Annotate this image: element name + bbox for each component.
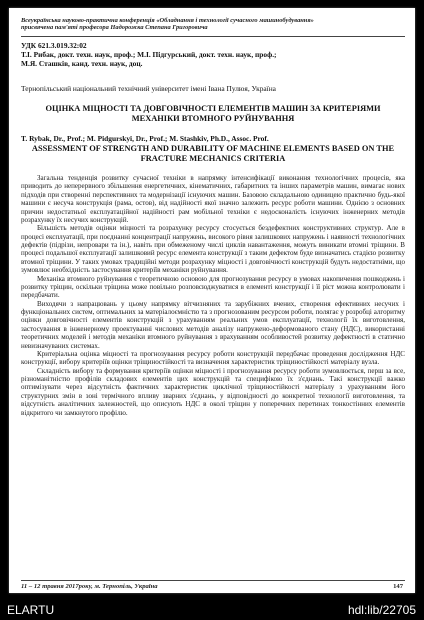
udc-code: УДК 621.3.019.32:02 bbox=[21, 41, 87, 50]
conference-line-1: Всеукраїнська науково-практична конференція «Обладнання і технології сучасного машинобудування» bbox=[21, 17, 314, 24]
authors-en: T. Rybak, Dr., Prof.; M. Pidgurskyi, Dr., Prof.; M. Stashkiv, Ph.D., Assoc. Prof. bbox=[21, 134, 269, 143]
paragraph: Механіка втомного руйнування є теоретичною основою для прогнозування ресурсу в умовах накопичення пошкоджень і розвитку тріщин, оскільки тріщина може повільно розповсюджуватися в елементі конструкції і її ріст можна контролювати і передбачати. bbox=[21, 274, 405, 300]
conference-line-2: присвячена пам'яті професора Надорожка Степана Григоровича bbox=[21, 24, 208, 32]
title-ua: ОЦІНКА МІЦНОСТІ ТА ДОВГОВІЧНОСТІ ЕЛЕМЕНТІВ МАШИН ЗА КРИТЕРІЯМИ МЕХАНІКИ ВТОМНОГО РУЙНУВАННЯ bbox=[45, 104, 381, 123]
header-divider bbox=[21, 36, 405, 37]
watermark-handle: hdl:lib/22705 bbox=[347, 603, 416, 617]
authors-ua bbox=[21, 51, 405, 68]
authors-ua-line-1: Т.І. Рибак, докт. техн. наук, проф.; М.І. Підгурський, докт. техн. наук, проф.; bbox=[21, 50, 277, 59]
paragraph: Складність вибору та формування критеріїв оцінки міцності і прогнозування ресурсу роботи зумовлюється, перш за все, різноманітністю профілів складових елементів цих конструкцій та специфікою їх з'єднань. Такі конструкції важко оптимізувати через відсутність фактичних характеристик циклічної тріщиностійкості матеріалу з урахуванням його структурних змін в зоні термічного впливу зварних з'єднань, у відповідності до конкретної технології виготовлення, та відсутність аналітичних залежностей, що описують НДС в околі тріщин у поперечних перетинах тонкостінних елементів відкритого чи замкнутого профілю. bbox=[21, 366, 405, 417]
article-body bbox=[21, 174, 405, 572]
page-number: 147 bbox=[393, 583, 403, 590]
title-en: ASSESSMENT OF STRENGTH AND DURABILITY OF MACHINE ELEMENTS BASED ON THE FRACTURE MECHANICS CRITERIA bbox=[31, 144, 395, 163]
affiliation: Тернопільський національний технічний університет імені Івана Пулюя, Україна bbox=[21, 84, 276, 93]
watermark-repository: ELARTU bbox=[7, 603, 55, 617]
footer-divider bbox=[21, 580, 405, 581]
conference-header bbox=[21, 17, 405, 32]
authors-ua-line-2: М.Я. Сташків, канд. техн. наук, доц. bbox=[21, 58, 143, 68]
paragraph: Виходячи з напрацювань у цьому напрямку вітчизняних та зарубіжних вчених, створення ефективних несучих і функціональних систем, оптимальних за матеріалоємністю та з прогнозованим ресурсом роботи, полягає у розробці алгоритму оцінки довговічності елементів конструкцій з урахуванням реальних умов експлуатації, технології їх виготовлення, застосування в інженерному проектуванні числових методів аналізу напружено-деформованого стану (НДС), використанні теоретичних моделей і методів механіки втомного руйнування з врахуванням особливостей розвитку дефектності в статично невизначуваних системах. bbox=[21, 299, 405, 350]
footer-conference-date: 11 – 12 травня 2017року, м. Тернопіль, Україна bbox=[21, 583, 158, 590]
paragraph: Загальна тенденція розвитку сучасної техніки в напрямку інтенсифікації виконання технологічних процесів, яка приводить до неперервного збільшення енергетичних, кінематичних, габаритних та інших параметрів машин, вимагає нових підходів при створенні перспективних та модернізації існуючих машин. Базовою складальною одиницею практично будь-якої машини є несуча конструкція (рама, остов), від надійності якої значно залежить ресурс роботи машини. Однією з основних причин недостатньої експлуатаційної надійності рам мобільної техніки є недосконалість існуючих інженерних методів розрахунку їх несучих конструкцій. bbox=[21, 174, 405, 224]
paragraph: Критеріальна оцінка міцності та прогнозування ресурсу роботи конструкцій передбачає проведення дослідження НДС конструкції, вибору критеріїв оцінки тріщиностійкості та визначення характеристик тріщиностійкості матеріалу вузла. bbox=[21, 349, 405, 367]
paragraph: Більшість методів оцінки міцності та розрахунку ресурсу стосується бездефектних конструктивних структур. Але в процесі експлуатації, при поєднанні концентрації напружень, високого рівня залишкових напружень і наявності технологічних дефектів (підрізи, непровари та ін.), навіть при обмеженому числі циклів навантаження, можуть виникати втомні тріщини. В процесі подальшої експлуатації залишковий ресурс елемента конструкції з таким дефектом буде визначатись стадією розвитку втомної тріщини. У таких умовах традиційні методи розрахунку міцності і довговічності конструкцій будуть недостатніми, що зумовлює необхідність застосування критеріїв механіки руйнування. bbox=[21, 224, 405, 275]
document-page bbox=[9, 8, 415, 593]
